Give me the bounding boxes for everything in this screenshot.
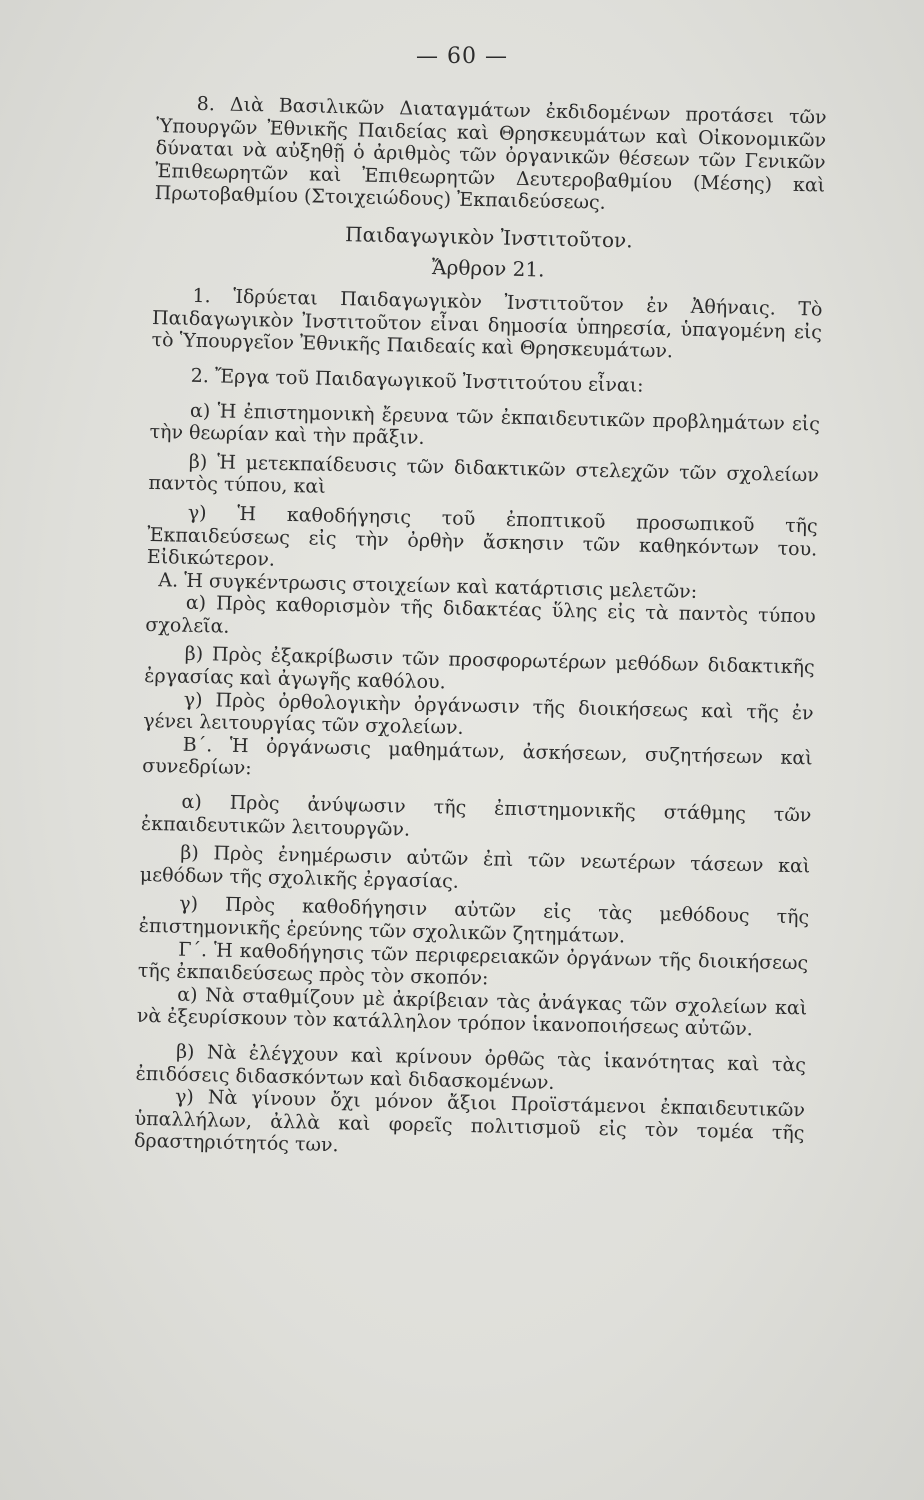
paragraph-item-2: 2. Ἔργα τοῦ Παιδαγωγικοῦ Ἰνστιτούτου εἶναι:	[190, 364, 644, 397]
article-heading: Ἄρθρον 21.	[431, 254, 545, 282]
paragraph-section-c-item-a: α) Νὰ σταθμίζουν μὲ ἀκρίβειαν τὰς ἀνάγκας τῶν σχολείων καὶ νὰ ἐξευρίσκουν τὸν κατάλληλον τρόπον ἱκανοποιήσεως αὐτῶν.	[136, 983, 808, 1041]
paragraph-section-a: Α. Ἡ συγκέντρωσις στοιχείων καὶ κατάρτισις μελετῶν:	[158, 568, 698, 603]
paragraph-section-a-item-a: α) Πρὸς καθορισμὸν τῆς διδακτέας ὕλης εἰς τὰ παντὸς τύπου σχολεῖα.	[145, 592, 816, 638]
paragraph-subitem-b: β) Ἡ μετεκπαίδευσις τῶν διδακτικῶν στελεχῶν τῶν σχολείων παντὸς τύπου, καὶ	[148, 450, 820, 499]
paragraph-section-8: 8. Διὰ Βασιλικῶν Διαταγμάτων ἐκδιδομένων προτάσει τῶν Ὑπουργῶν Ἐθνικῆς Παιδείας καὶ Θρησκευμάτων καὶ Οἰκονομικῶν δύναται νὰ αὐξηθῇ ὁ ἀριθμὸς τῶν ὀργανικῶν θέσεων τῶν Γενικῶν Ἐπιθεωρητῶν καὶ Ἐπιθεωρητῶν Δευτεροβαθμίου (Μέσης) καὶ Πρωτοβαθμίου (Στοιχειώδους) Ἐκπαιδεύσεως.	[154, 92, 827, 215]
paragraph-subitem-c: γ) Ἡ καθοδήγησις τοῦ ἐποπτικοῦ προσωπικοῦ τῆς Ἐκπαιδεύσεως εἰς τὴν ὀρθὴν ἄσκησιν τῶν καθηκόντων του. Εἰδικώτερον.	[146, 501, 818, 571]
paragraph-section-b-item-b: β) Πρὸς ἐνημέρωσιν αὐτῶν ἐπὶ τῶν νεωτέρων τάσεων καὶ μεθόδων τῆς σχολικῆς ἐργασίας.	[139, 841, 811, 893]
section-heading: Παιδαγωγικὸν Ἰνστιτοῦτον.	[344, 222, 633, 253]
paragraph-section-b-item-c: γ) Πρὸς καθοδήγησιν αὐτῶν εἰς τὰς μεθόδους τῆς ἐπιστημονικῆς ἐρεύνης τῶν σχολικῶν ζητημάτων.	[138, 893, 810, 948]
paragraph-section-c-item-c: γ) Νὰ γίνουν ὄχι μόνον ἄξιοι Προϊστάμενοι ἐκπαιδευτικῶν ὑπαλλήλων, ἀλλὰ καὶ φορεῖς πολιτισμοῦ εἰς τὸν τομέα τῆς δραστηριότητός των.	[133, 1085, 806, 1157]
paragraph-section-a-item-b: β) Πρὸς ἐξακρίβωσιν τῶν προσφορωτέρων μεθόδων διδακτικῆς ἐργασίας καὶ ἀγωγῆς καθόλου.	[144, 643, 815, 694]
paragraph-section-a-item-c: γ) Πρὸς ὀρθολογικὴν ὀργάνωσιν τῆς διοικήσεως καὶ τῆς ἐν γένει λειτουργίας τῶν σχολείων.	[143, 688, 814, 740]
paragraph-item-1: 1. Ἱδρύεται Παιδαγωγικὸν Ἰνστιτοῦτον ἐν Ἀθήναις. Τὸ Παιδαγωγικὸν Ἰνστιτοῦτον εἶναι δημοσία ὑπηρεσία, ὑπαγομένη εἰς τὸ Ὑπουργεῖον Ἐθνικῆς Παιδεαίς καὶ Θρησκευμάτων.	[151, 284, 823, 363]
paragraph-section-b: Β΄. Ἡ ὀργάνωσις μαθημάτων, ἀσκήσεων, συζητήσεων καὶ συνεδρίων:	[142, 733, 813, 780]
paragraph-section-c: Γ΄. Ἡ καθοδήγησις τῶν περιφερειακῶν ὀργάνων τῆς διοικήσεως τῆς ἐκπαιδεύσεως πρὸς τὸν σκοπόν:	[137, 938, 809, 990]
paragraph-subitem-a: α) Ἡ ἐπιστημονικὴ ἔρευνα τῶν ἐκπαιδευτικῶν προβλημάτων εἰς τὴν θεωρίαν καὶ τὴν πρᾶξιν.	[149, 399, 821, 450]
page-number: — 60 —	[416, 44, 508, 69]
paragraph-section-b-item-a: α) Πρὸς ἀνύψωσιν τῆς ἐπιστημονικῆς στάθμης τῶν ἐκπαιδευτικῶν λειτουργῶν.	[140, 790, 812, 841]
paragraph-section-c-item-b: β) Νὰ ἐλέγχουν καὶ κρίνουν ὀρθῶς τὰς ἱκανότητας καὶ τὰς ἐπιδόσεις διδασκόντων καὶ διδασκομένων.	[135, 1040, 807, 1094]
page-body	[134, 92, 827, 1167]
